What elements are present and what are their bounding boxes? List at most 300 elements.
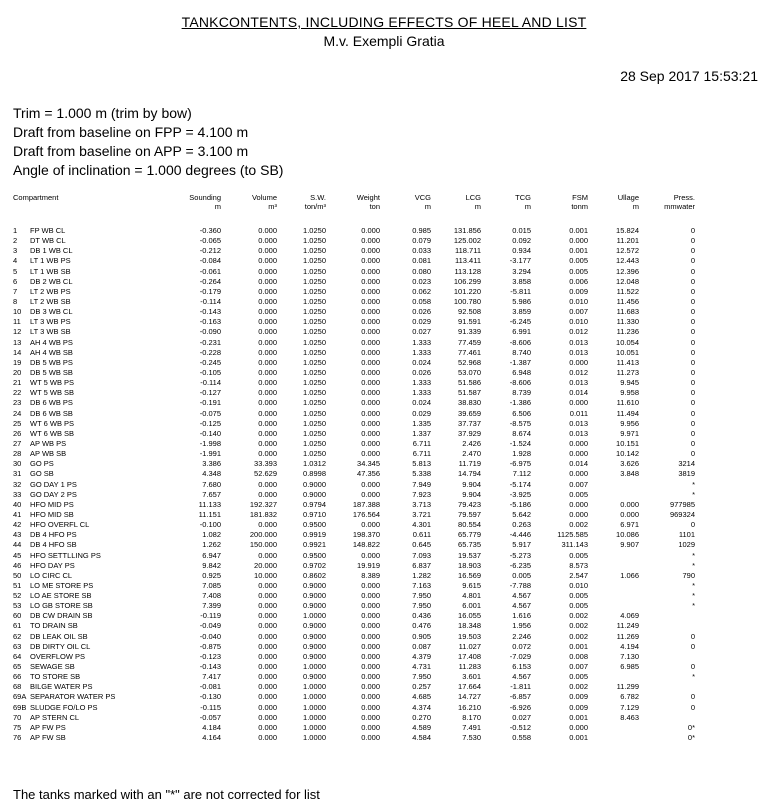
- cell-vcg: 4.301: [412, 520, 431, 530]
- cell-tcg: 5.642: [512, 509, 531, 519]
- cell-sw: 1.0250: [303, 296, 326, 306]
- cell-fsm: 0.012: [569, 327, 588, 337]
- cell-volume: 33.393: [254, 459, 277, 469]
- cell-weight: 0.000: [361, 722, 380, 732]
- cell-sounding: -0.123: [199, 651, 221, 661]
- cell-ullage: 1.066: [620, 570, 639, 580]
- cell-ullage: 11.299: [616, 682, 639, 692]
- cell-weight: 148.822: [352, 540, 380, 550]
- cell-number: 32: [13, 479, 22, 489]
- cell-tcg: -8.606: [509, 337, 531, 347]
- cell-compartment: HFO SETTLLING PS: [30, 550, 101, 560]
- cell-weight: 0.000: [361, 246, 380, 256]
- cell-sw: 1.0250: [303, 276, 326, 286]
- table-row: [0, 571, 768, 581]
- cell-sounding: -0.065: [199, 236, 221, 246]
- cell-lcg: 38.830: [458, 398, 481, 408]
- cell-ullage: 0.000: [620, 509, 639, 519]
- cell-tcg: 8.674: [512, 428, 531, 438]
- cell-number: 19: [13, 357, 22, 367]
- cell-volume: 0.000: [258, 733, 277, 743]
- cell-volume: 0.000: [258, 357, 277, 367]
- cell-fsm: 0.013: [569, 428, 588, 438]
- cell-compartment: AH 4 WB SB: [30, 347, 73, 357]
- cell-lcg: 9.615: [462, 580, 481, 590]
- cell-number: 69A: [13, 692, 27, 702]
- cell-pressure: 0: [690, 347, 695, 357]
- cell-sw: 0.8998: [303, 469, 326, 479]
- cell-compartment: DB LEAK OIL SB: [30, 631, 88, 641]
- cell-number: 40: [13, 499, 22, 509]
- cell-sw: 1.0250: [303, 327, 326, 337]
- cell-lcg: 37.737: [458, 418, 481, 428]
- cell-pressure: 0: [690, 367, 695, 377]
- cell-volume: 0.000: [258, 601, 277, 611]
- inclination-line: Angle of inclination = 1.000 degrees (to SB): [13, 162, 284, 178]
- cell-compartment: HFO MID PS: [30, 499, 74, 509]
- cell-ullage: 12.396: [616, 266, 639, 276]
- table-row: [0, 429, 768, 439]
- cell-tcg: 4.567: [512, 601, 531, 611]
- cell-fsm: 0.000: [569, 499, 588, 509]
- cell-weight: 0.000: [361, 611, 380, 621]
- cell-sounding: 7.417: [202, 672, 221, 682]
- cell-fsm: 8.573: [569, 560, 588, 570]
- cell-sounding: -0.115: [200, 702, 221, 712]
- cell-volume: 0.000: [258, 367, 277, 377]
- cell-compartment: DB 6 WB SB: [30, 408, 73, 418]
- table-row: [0, 713, 768, 723]
- cell-lcg: 91.591: [458, 317, 481, 327]
- cell-vcg: 0.029: [412, 408, 431, 418]
- cell-sw: 1.0000: [303, 611, 326, 621]
- cell-number: 65: [13, 662, 22, 672]
- cell-fsm: 0.005: [569, 489, 588, 499]
- cell-vcg: 1.333: [412, 388, 431, 398]
- cell-pressure: 0: [690, 641, 695, 651]
- cell-pressure: 0: [690, 418, 695, 428]
- cell-fsm: 0.007: [569, 307, 588, 317]
- condition-parameters: [13, 104, 283, 180]
- cell-sw: 1.0250: [303, 307, 326, 317]
- cell-fsm: 0.008: [569, 651, 588, 661]
- cell-fsm: 0.009: [569, 702, 588, 712]
- cell-ullage: 11.683: [616, 307, 639, 317]
- cell-sounding: -0.228: [199, 347, 221, 357]
- cell-tcg: 0.015: [512, 226, 531, 235]
- cell-pressure: 0: [690, 702, 695, 712]
- cell-tcg: 5.986: [512, 296, 531, 306]
- table-row: [0, 256, 768, 266]
- cell-ullage: 12.572: [616, 246, 639, 256]
- cell-tcg: 3.294: [512, 266, 531, 276]
- cell-ullage: 10.142: [616, 449, 639, 459]
- cell-weight: 0.000: [361, 398, 380, 408]
- cell-vcg: 0.645: [412, 540, 431, 550]
- cell-lcg: 77.461: [458, 347, 481, 357]
- cell-sounding: -0.143: [199, 307, 221, 317]
- cell-volume: 0.000: [258, 276, 277, 286]
- cell-sounding: 7.657: [202, 489, 221, 499]
- cell-sounding: 11.151: [198, 509, 221, 519]
- cell-volume: 0.000: [258, 520, 277, 530]
- table-row: [0, 510, 768, 520]
- cell-sounding: 6.947: [202, 550, 221, 560]
- cell-fsm: 0.005: [569, 550, 588, 560]
- cell-volume: 0.000: [258, 479, 277, 489]
- cell-compartment: AP STERN CL: [30, 712, 80, 722]
- cell-volume: 0.000: [258, 712, 277, 722]
- cell-tcg: 2.246: [512, 631, 531, 641]
- cell-number: 5: [13, 266, 18, 276]
- cell-fsm: 311.143: [561, 540, 588, 550]
- table-row: [0, 297, 768, 307]
- cell-vcg: 0.436: [412, 611, 431, 621]
- cell-sw: 0.9500: [303, 520, 326, 530]
- cell-volume: 0.000: [258, 327, 277, 337]
- cell-sw: 1.0250: [303, 367, 326, 377]
- cell-sw: 0.9000: [303, 621, 326, 631]
- cell-vcg: 0.079: [412, 236, 431, 246]
- cell-vcg: 7.950: [412, 672, 431, 682]
- cell-sounding: -0.105: [199, 367, 221, 377]
- cell-vcg: 0.985: [412, 226, 431, 235]
- cell-sw: 0.9702: [303, 560, 326, 570]
- cell-number: 53: [13, 601, 22, 611]
- cell-fsm: 0.005: [569, 256, 588, 266]
- cell-sw: 1.0250: [303, 388, 326, 398]
- cell-fsm: 0.007: [569, 662, 588, 672]
- cell-volume: 0.000: [258, 672, 277, 682]
- cell-compartment: HFO MID SB: [30, 509, 74, 519]
- cell-weight: 176.564: [352, 509, 380, 519]
- cell-number: 50: [13, 570, 22, 580]
- cell-weight: 47.356: [357, 469, 380, 479]
- cell-sounding: -0.049: [199, 621, 221, 631]
- table-row: [0, 469, 768, 479]
- cell-volume: 0.000: [258, 246, 277, 256]
- footnote: The tanks marked with an "*" are not corrected for list: [13, 787, 320, 802]
- cell-lcg: 18.348: [458, 621, 481, 631]
- cell-compartment: DB 4 HFO PS: [30, 530, 77, 540]
- cell-fsm: 2.547: [569, 570, 588, 580]
- cell-sounding: -0.179: [199, 286, 221, 296]
- table-row: [0, 348, 768, 358]
- cell-fsm: 0.010: [569, 296, 588, 306]
- cell-lcg: 77.459: [458, 337, 481, 347]
- cell-volume: 200.000: [249, 530, 277, 540]
- cell-number: 21: [13, 378, 22, 388]
- cell-weight: 0.000: [361, 286, 380, 296]
- cell-sounding: 7.399: [202, 601, 221, 611]
- cell-ullage: 9.907: [620, 540, 639, 550]
- cell-lcg: 80.554: [458, 520, 481, 530]
- cell-compartment: TO DRAIN SB: [30, 621, 78, 631]
- cell-sounding: 7.680: [202, 479, 221, 489]
- cell-fsm: 0.014: [569, 388, 588, 398]
- cell-fsm: 0.007: [569, 479, 588, 489]
- cell-pressure: 0: [690, 449, 695, 459]
- cell-sounding: 1.262: [202, 540, 221, 550]
- table-row: [0, 551, 768, 561]
- cell-number: 66: [13, 672, 22, 682]
- cell-sw: 1.0250: [303, 378, 326, 388]
- cell-lcg: 9.904: [462, 489, 481, 499]
- cell-tcg: -7.029: [509, 651, 531, 661]
- cell-lcg: 18.903: [458, 560, 481, 570]
- cell-sw: 0.9500: [303, 550, 326, 560]
- header-sounding: Sounding m: [189, 193, 221, 211]
- cell-lcg: 16.055: [458, 611, 481, 621]
- cell-sw: 1.0250: [303, 428, 326, 438]
- cell-sounding: -1.998: [199, 438, 221, 448]
- table-row: [0, 317, 768, 327]
- cell-sounding: -0.231: [199, 337, 221, 347]
- cell-vcg: 0.257: [412, 682, 431, 692]
- cell-tcg: -1.387: [509, 357, 531, 367]
- cell-vcg: 7.949: [412, 479, 431, 489]
- cell-sounding: 1.082: [202, 530, 221, 540]
- cell-tcg: 1.928: [512, 449, 531, 459]
- cell-sw: 0.9921: [303, 540, 326, 550]
- cell-ullage: 10.051: [616, 347, 639, 357]
- cell-vcg: 0.080: [412, 266, 431, 276]
- cell-sounding: -0.875: [199, 641, 221, 651]
- cell-compartment: DB 1 WB CL: [30, 246, 73, 256]
- cell-sw: 1.0250: [303, 357, 326, 367]
- table-row: [0, 327, 768, 337]
- draft-fpp-line: Draft from baseline on FPP = 4.100 m: [13, 124, 249, 140]
- cell-number: 51: [13, 580, 22, 590]
- cell-vcg: 0.476: [412, 621, 431, 631]
- cell-lcg: 125.002: [453, 236, 481, 246]
- cell-ullage: 6.971: [620, 520, 639, 530]
- cell-ullage: 10.086: [616, 530, 639, 540]
- cell-lcg: 14.727: [458, 692, 481, 702]
- cell-fsm: 0.001: [569, 246, 588, 256]
- cell-fsm: 0.000: [569, 449, 588, 459]
- cell-sounding: -0.084: [199, 256, 221, 266]
- cell-pressure: 3214: [678, 459, 695, 469]
- cell-volume: 0.000: [258, 347, 277, 357]
- cell-lcg: 19.537: [458, 550, 481, 560]
- table-row: [0, 652, 768, 662]
- cell-vcg: 7.950: [412, 591, 431, 601]
- cell-volume: 0.000: [258, 337, 277, 347]
- cell-volume: 0.000: [258, 266, 277, 276]
- cell-tcg: -6.926: [509, 702, 531, 712]
- cell-compartment: LT 2 WB PS: [30, 286, 71, 296]
- cell-lcg: 11.283: [458, 662, 481, 672]
- cell-weight: 0.000: [361, 631, 380, 641]
- cell-fsm: 0.010: [569, 317, 588, 327]
- cell-ullage: 11.330: [616, 317, 639, 327]
- cell-sw: 0.9000: [303, 489, 326, 499]
- table-header: [0, 193, 768, 217]
- cell-weight: 34.345: [357, 459, 380, 469]
- cell-pressure: 0: [690, 317, 695, 327]
- cell-pressure: 0: [690, 662, 695, 672]
- cell-vcg: 0.081: [412, 256, 431, 266]
- cell-number: 69B: [13, 702, 27, 712]
- cell-number: 41: [13, 509, 22, 519]
- cell-fsm: 0.005: [569, 601, 588, 611]
- table-row: [0, 611, 768, 621]
- header-volume: Volume m³: [251, 193, 277, 211]
- cell-volume: 0.000: [258, 398, 277, 408]
- cell-pressure: 0: [690, 520, 695, 530]
- cell-pressure: 0: [690, 692, 695, 702]
- cell-number: 2: [13, 236, 18, 246]
- cell-volume: 0.000: [258, 722, 277, 732]
- cell-volume: 0.000: [258, 621, 277, 631]
- cell-compartment: DB 4 HFO SB: [30, 540, 77, 550]
- cell-tcg: -5.273: [509, 550, 531, 560]
- cell-number: 63: [13, 641, 22, 651]
- cell-number: 60: [13, 611, 22, 621]
- table-row: [0, 267, 768, 277]
- cell-sw: 1.0250: [303, 226, 326, 235]
- cell-vcg: 0.062: [412, 286, 431, 296]
- cell-number: 45: [13, 550, 22, 560]
- cell-vcg: 5.338: [412, 469, 431, 479]
- cell-tcg: -6.235: [509, 560, 531, 570]
- cell-compartment: WT 5 WB SB: [30, 388, 75, 398]
- cell-number: 23: [13, 398, 22, 408]
- cell-lcg: 101.220: [453, 286, 481, 296]
- table-row: [0, 490, 768, 500]
- cell-lcg: 131.856: [453, 226, 481, 235]
- cell-volume: 181.832: [249, 509, 277, 519]
- cell-number: 62: [13, 631, 22, 641]
- cell-number: 4: [13, 256, 18, 266]
- cell-vcg: 1.335: [412, 418, 431, 428]
- cell-sw: 1.0000: [303, 712, 326, 722]
- cell-compartment: DT WB CL: [30, 236, 66, 246]
- cell-volume: 0.000: [258, 388, 277, 398]
- cell-sounding: -0.119: [200, 611, 221, 621]
- cell-volume: 0.000: [258, 296, 277, 306]
- cell-fsm: 0.001: [569, 712, 588, 722]
- cell-volume: 0.000: [258, 307, 277, 317]
- cell-compartment: SLUDGE FO/LO PS: [30, 702, 98, 712]
- cell-ullage: 11.236: [616, 327, 639, 337]
- cell-volume: 0.000: [258, 651, 277, 661]
- cell-pressure: *: [692, 601, 695, 611]
- cell-ullage: 10.151: [616, 438, 639, 448]
- cell-ullage: 4.194: [620, 641, 639, 651]
- cell-tcg: 1.956: [512, 621, 531, 631]
- cell-tcg: -3.925: [509, 489, 531, 499]
- cell-compartment: DB 5 WB SB: [30, 367, 73, 377]
- cell-lcg: 91.339: [458, 327, 481, 337]
- table-row: [0, 672, 768, 682]
- cell-lcg: 51.586: [458, 378, 481, 388]
- cell-weight: 0.000: [361, 641, 380, 651]
- cell-pressure: 0: [690, 276, 695, 286]
- cell-fsm: 0.000: [569, 509, 588, 519]
- cell-compartment: DB CW DRAIN SB: [30, 611, 93, 621]
- table-row: [0, 368, 768, 378]
- cell-number: 22: [13, 388, 22, 398]
- cell-ullage: 3.626: [620, 459, 639, 469]
- cell-weight: 187.388: [352, 499, 380, 509]
- cell-lcg: 37.929: [458, 428, 481, 438]
- cell-compartment: AP FW SB: [30, 733, 66, 743]
- cell-fsm: 0.002: [569, 520, 588, 530]
- cell-compartment: WT 5 WB PS: [30, 378, 75, 388]
- cell-weight: 0.000: [361, 408, 380, 418]
- cell-tcg: 8.740: [512, 347, 531, 357]
- cell-tcg: -5.186: [509, 499, 531, 509]
- cell-compartment: AP WB SB: [30, 449, 67, 459]
- cell-pressure: 0: [690, 296, 695, 306]
- cell-fsm: 0.002: [569, 682, 588, 692]
- cell-volume: 0.000: [258, 550, 277, 560]
- cell-ullage: 10.054: [616, 337, 639, 347]
- cell-lcg: 7.491: [462, 722, 481, 732]
- cell-weight: 0.000: [361, 520, 380, 530]
- cell-vcg: 7.093: [412, 550, 431, 560]
- cell-volume: 192.327: [249, 499, 277, 509]
- cell-compartment: SEPARATOR WATER PS: [30, 692, 116, 702]
- cell-sounding: 3.386: [202, 459, 221, 469]
- cell-lcg: 100.780: [453, 296, 481, 306]
- cell-number: 43: [13, 530, 22, 540]
- cell-lcg: 65.735: [458, 540, 481, 550]
- cell-compartment: GO DAY 2 PS: [30, 489, 77, 499]
- cell-tcg: 4.567: [512, 591, 531, 601]
- cell-tcg: -5.174: [509, 479, 531, 489]
- cell-compartment: LO AE STORE SB: [30, 591, 92, 601]
- cell-tcg: 6.991: [512, 327, 531, 337]
- cell-pressure: 1101: [678, 530, 695, 540]
- cell-volume: 0.000: [258, 286, 277, 296]
- cell-weight: 0.000: [361, 692, 380, 702]
- cell-lcg: 118.711: [455, 246, 481, 256]
- cell-tcg: 7.112: [512, 469, 531, 479]
- cell-number: 46: [13, 560, 22, 570]
- cell-number: 70: [13, 712, 22, 722]
- cell-weight: 0.000: [361, 550, 380, 560]
- header-lcg: LCG m: [465, 193, 481, 211]
- cell-lcg: 2.470: [462, 449, 481, 459]
- cell-sounding: 9.842: [202, 560, 221, 570]
- cell-ullage: 9.971: [620, 428, 639, 438]
- cell-ullage: 11.610: [616, 398, 639, 408]
- cell-ullage: 4.069: [620, 611, 639, 621]
- cell-vcg: 0.087: [412, 641, 431, 651]
- cell-sounding: -1.991: [199, 449, 221, 459]
- cell-volume: 0.000: [258, 641, 277, 651]
- cell-ullage: 11.269: [616, 631, 639, 641]
- cell-ullage: 11.456: [616, 296, 639, 306]
- cell-volume: 0.000: [258, 662, 277, 672]
- cell-sw: 0.9919: [303, 530, 326, 540]
- table-row: [0, 236, 768, 246]
- cell-fsm: 0.012: [569, 367, 588, 377]
- cell-pressure: *: [692, 489, 695, 499]
- cell-tcg: 4.567: [512, 672, 531, 682]
- cell-ullage: 9.945: [620, 378, 639, 388]
- cell-weight: 0.000: [361, 651, 380, 661]
- cell-lcg: 8.170: [462, 712, 481, 722]
- cell-tcg: 6.153: [512, 662, 531, 672]
- cell-pressure: 0: [690, 246, 695, 256]
- cell-pressure: 0: [690, 256, 695, 266]
- table-row: [0, 703, 768, 713]
- cell-sw: 0.9000: [303, 580, 326, 590]
